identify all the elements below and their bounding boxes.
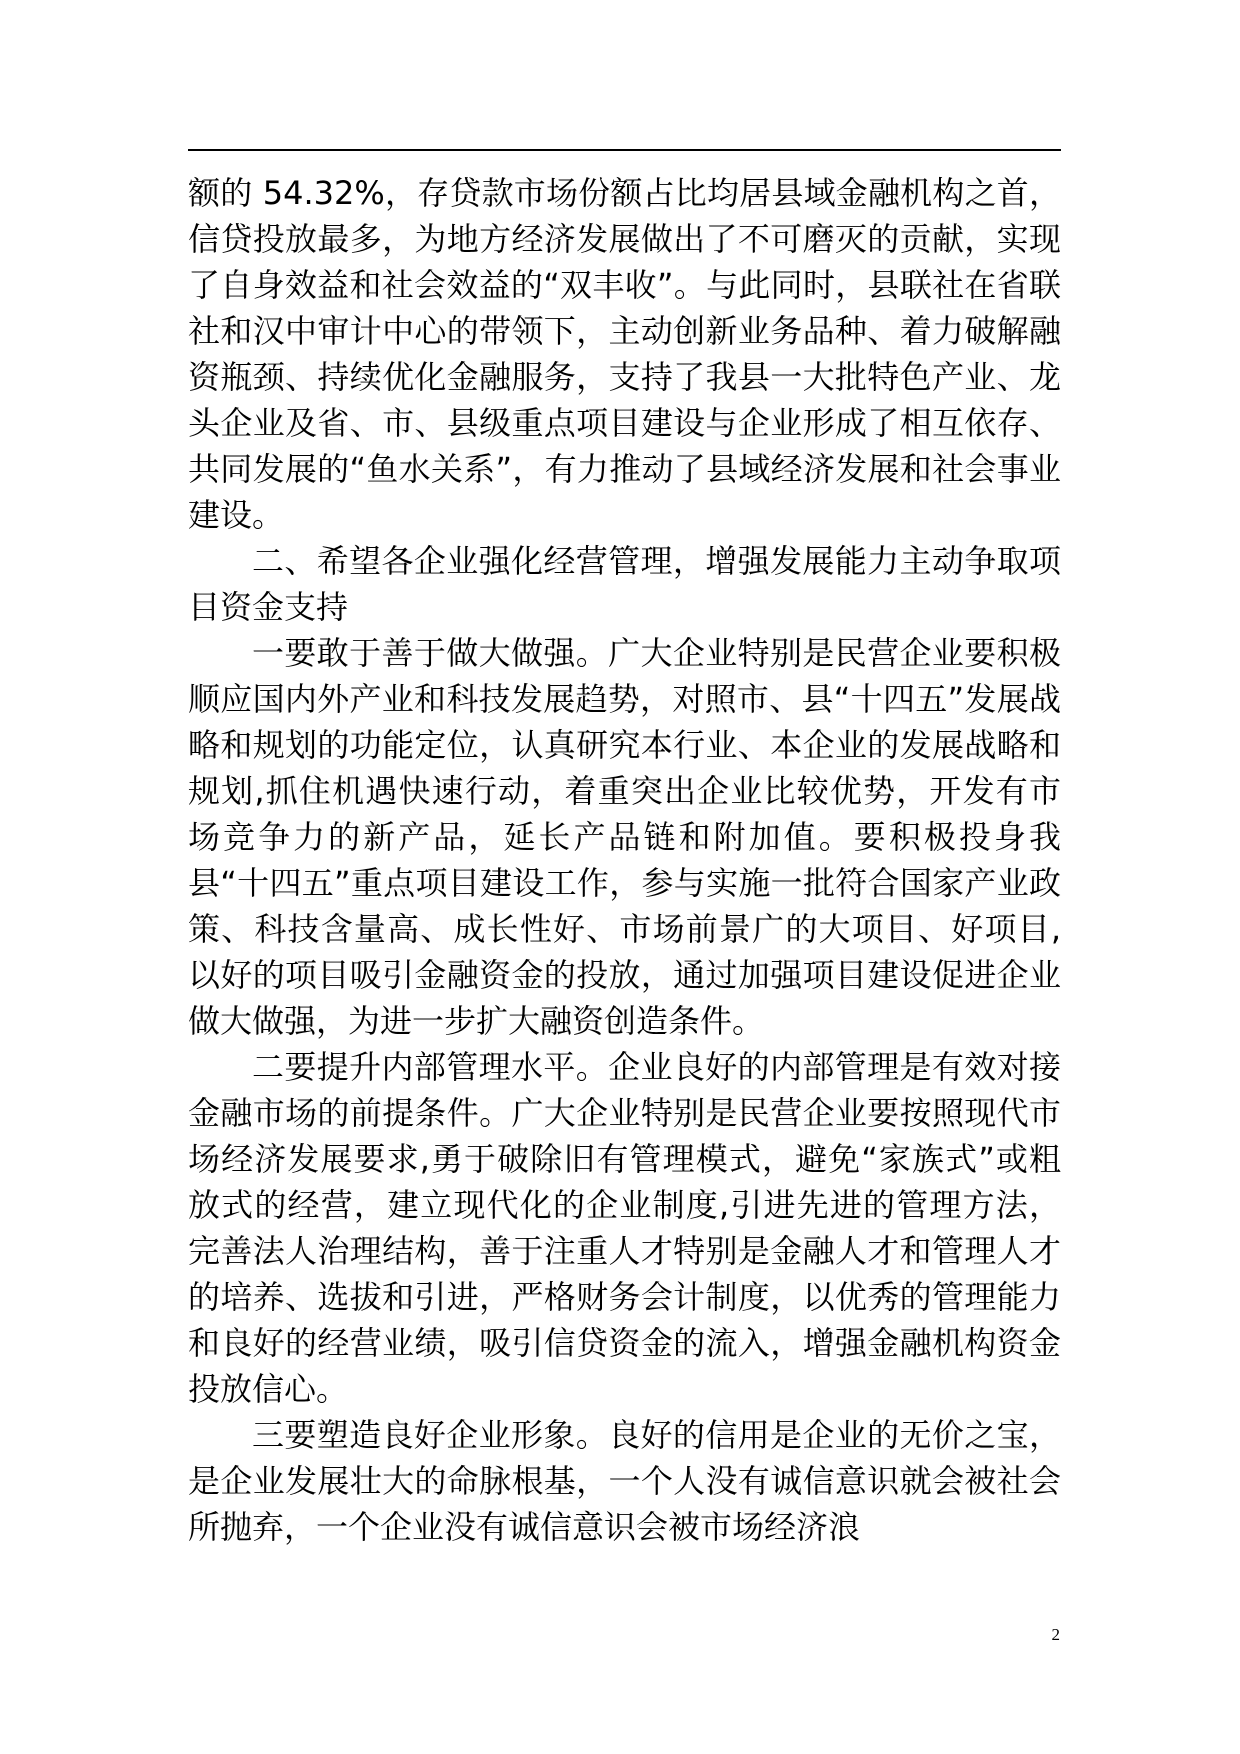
paragraph-third-point: 三要塑造良好企业形象。良好的信用是企业的无价之宝，是企业发展壮大的命脉根基，一个人没有诚信意识就会被社会所抛弃，一个企业没有诚信意识会被市场经济浪 [188, 1416, 1061, 1546]
paragraph-continuation: 额的 54.32%，存贷款市场份额占比均居县域金融机构之首，信贷投放最多，为地方经济发展做出了不可磨灭的贡献，实现了自身效益和社会效益的“双丰收”。与此同时，县联社在省联社和汉中审计中心的带领下，主动创新业务品种、着力破解融资瓶颈、持续优化金融服务，支持了我县一大批特色产业、龙头企业及省、市、县级重点项目建设与企业形成了相互依存、共同发展的“鱼水关系”，有力推动了县域经济发展和社会事业建设。 [188, 174, 1061, 534]
header-rule [188, 149, 1061, 151]
paragraph-second-point: 二要提升内部管理水平。企业良好的内部管理是有效对接金融市场的前提条件。广大企业特别是民营企业要按照现代市场经济发展要求,勇于破除旧有管理模式，避免“家族式”或粗放式的经营，建立现代化的企业制度,引进先进的管理方法，完善法人治理结构，善于注重人才特别是金融人才和管理人才的培养、选拔和引进，严格财务会计制度，以优秀的管理能力和良好的经营业绩，吸引信贷资金的流入，增强金融机构资金投放信心。 [188, 1048, 1061, 1408]
page-number: 2 [1051, 1625, 1060, 1644]
body-text [188, 170, 1061, 1550]
section-heading: 二、希望各企业强化经营管理，增强发展能力主动争取项目资金支持 [188, 542, 1061, 626]
paragraph-first-point: 一要敢于善于做大做强。广大企业特别是民营企业要积极顺应国内外产业和科技发展趋势，对照市、县“十四五”发展战略和规划的功能定位，认真研究本行业、本企业的发展战略和规划,抓住机遇快速行动，着重突出企业比较优势，开发有市场竞争力的新产品，延长产品链和附加值。要积极投身我县“十四五”重点项目建设工作，参与实施一批符合国家产业政策、科技含量高、成长性好、市场前景广的大项目、好项目,以好的项目吸引金融资金的投放，通过加强项目建设促进企业做大做强，为进一步扩大融资创造条件。 [188, 634, 1061, 1040]
